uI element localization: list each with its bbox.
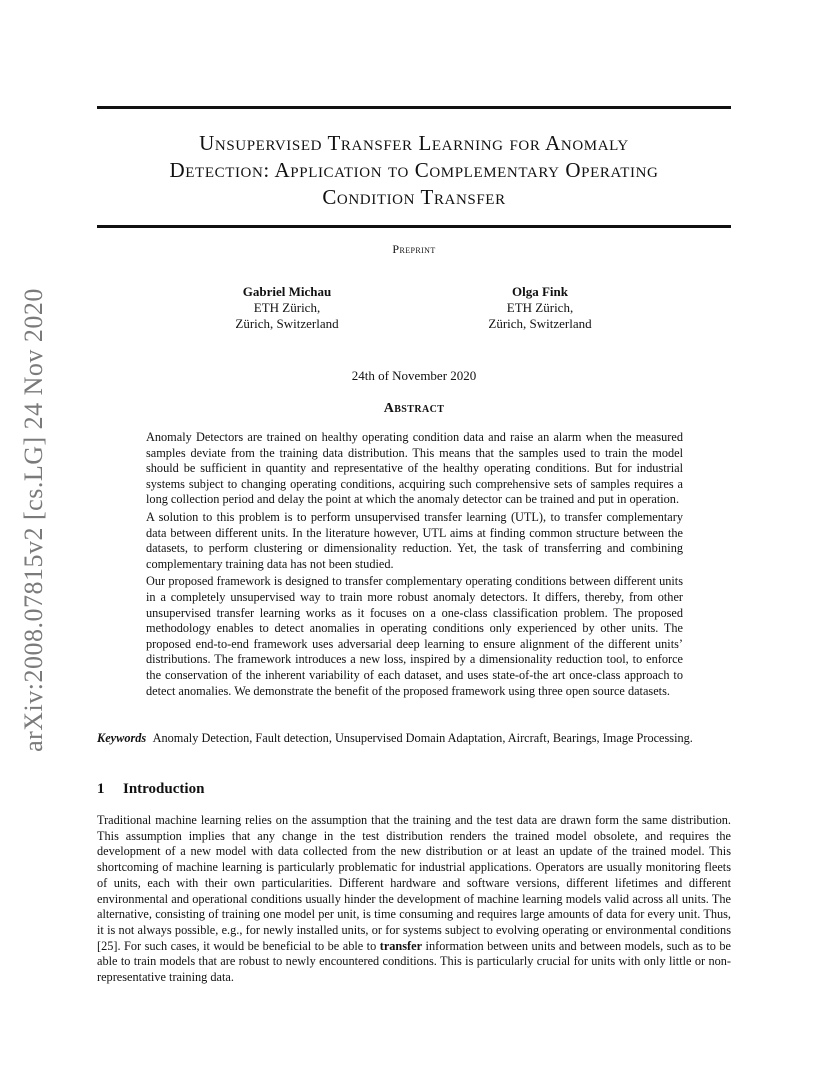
arxiv-identifier-text: arXiv:2008.07815v2 [cs.LG] 24 Nov 2020 [19, 288, 48, 752]
section-number: 1 [97, 781, 105, 797]
title-line: Detection: Application to Complementary Operating [169, 158, 659, 182]
keywords-list: Anomaly Detection, Fault detection, Unsupervised Domain Adaptation, Aircraft, Bearings, Image Processing. [152, 731, 693, 745]
intro-text-end: information between units and between models, such as to be able to train models that are robust to newly encountered conditions. This is particularly crucial for units with only little or non-representative training data. [97, 938, 731, 985]
keywords-block [97, 731, 731, 747]
author-name: Olga Fink [512, 284, 568, 299]
abstract-paragraph: A solution to this problem is to perform unsupervised transfer learning (UTL), to transfer complementary data between different units. In the literature however, UTL aims at finding common structure between the datasets, to perform clustering or dimensionality reduction. Yet, the task of transferring and combining complementary training data has not been studied. [146, 509, 683, 571]
abstract-paragraph: Our proposed framework is designed to transfer complementary operating conditions between different units in a completely unsupervised way to train more robust anomaly detectors. It differs, thereby, from other unsupervised transfer learning works as it focuses on a one-class classification problem. The proposed methodology enables to detect anomalies in operating conditions only experienced by other units. The proposed end-to-end framework uses adversarial deep learning to ensure alignment of the different units’ distributions. The framework introduces a new loss, inspired by a dimensionality reduction tool, to enforce the conservation of the inherent variability of each dataset, and uses state-of-the art once-class approach to detect anomalies. We demonstrate the benefit of the proposed framework using three open source datasets. [146, 574, 683, 698]
introduction-paragraph [97, 813, 731, 986]
author-block [430, 284, 650, 332]
title-top-rule [97, 106, 731, 109]
abstract-paragraph: Anomaly Detectors are trained on healthy operating condition data and raise an alarm when the measured samples deviate from the training data distribution. This means that the samples used to train the model should be sufficient in quantity and representative of the healthy operating conditions. But for industrial systems subject to changing operating conditions, acquiring such comprehensive sets of samples requires a long collection period and delay the point at which the anomaly detector can be trained and put in operation. [146, 430, 683, 507]
section-heading-introduction [97, 781, 204, 798]
title-line: Unsupervised Transfer Learning for Anomaly [199, 131, 629, 155]
title-bottom-rule [97, 225, 731, 228]
intro-bold-term: transfer [379, 938, 423, 953]
abstract-body [146, 430, 683, 701]
abstract-heading: Abstract [383, 401, 445, 416]
section-title: Introduction [123, 781, 205, 797]
keywords-label: Keywords [97, 731, 147, 745]
author-name: Gabriel Michau [242, 284, 332, 299]
intro-text-start: Traditional machine learning relies on the assumption that the training and the test data are drawn form the same distribution. This assumption implies that any change in the test distribution renders the trained model obsolete, and requires the development of a new model with data collected from the new distribution or at least an update of the trained model. This shortcoming of machine learning is particularly problematic for industrial applications. Operators are usually monitoring fleets of units, each with their own particularities. Different hardware and software versions, different lifetimes and different environmental and operational conditions usually hinder the development of machine learning models valid across all units. The alternative, consisting of training one model per unit, is time consuming and requires large amounts of data for every unit. Thus, it is not always possible, e.g., for newly installed units, or for systems subject to evolving operating or environmental conditions [25]. For such cases, it would be beneficial to be able to [97, 813, 731, 953]
author-location: Zürich, Switzerland [488, 316, 592, 331]
title-line: Condition Transfer [322, 185, 506, 209]
author-block [177, 284, 397, 332]
author-affiliation: ETH Zürich, [506, 300, 574, 315]
author-location: Zürich, Switzerland [235, 316, 339, 331]
preprint-label: Preprint [392, 242, 436, 256]
publication-date: 24th of November 2020 [351, 368, 477, 383]
author-affiliation: ETH Zürich, [253, 300, 321, 315]
paper-title [97, 130, 731, 211]
